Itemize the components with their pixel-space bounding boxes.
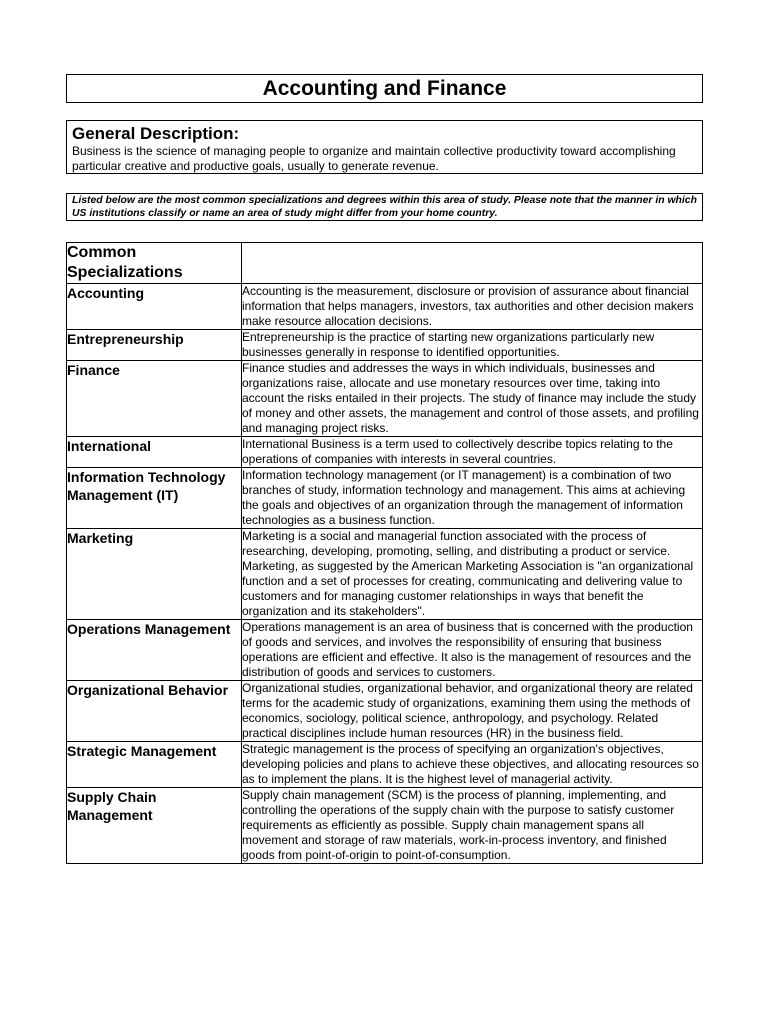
specializations-note: Listed below are the most common specializations and degrees within this area of study. Please note that the manner in which US institutions classify or name an area of study might differ from your home country. xyxy=(66,193,703,221)
table-header-blank xyxy=(242,243,703,284)
specialization-description: Information technology management (or IT management) is a combination of two branches of study, information technology and management. This aims at achieving the goals and objectives of an organization through the management of information technologies as a business function. xyxy=(242,468,703,529)
table-row xyxy=(67,788,703,864)
table-row xyxy=(67,742,703,788)
specialization-description: Strategic management is the process of specifying an organization's objectives, developing policies and plans to achieve these objectives, and allocating resources so as to implement the plans. It is the highest level of managerial activity. xyxy=(242,742,703,788)
specialization-name: Operations Management xyxy=(67,620,242,681)
specialization-name: Organizational Behavior xyxy=(67,681,242,742)
specialization-name: Supply Chain Management xyxy=(67,788,242,864)
table-row xyxy=(67,529,703,620)
table-row xyxy=(67,620,703,681)
general-description-text: Business is the science of managing people to organize and maintain collective productivity toward accomplishing particular creative and productive goals, usually to generate revenue. xyxy=(72,144,676,173)
table-row xyxy=(67,284,703,330)
specialization-description: Operations management is an area of business that is concerned with the production of goods and services, and involves the responsibility of ensuring that business operations are efficient and effective. It also is the management of resources and the distribution of goods and services to customers. xyxy=(242,620,703,681)
specialization-name: Accounting xyxy=(67,284,242,330)
table-row xyxy=(67,681,703,742)
specialization-name: Strategic Management xyxy=(67,742,242,788)
specialization-name: Finance xyxy=(67,361,242,437)
specialization-description: Entrepreneurship is the practice of starting new organizations particularly new businesses generally in response to identified opportunities. xyxy=(242,330,703,361)
specializations-table xyxy=(66,242,703,864)
table-body xyxy=(67,284,703,864)
specialization-description: Marketing is a social and managerial function associated with the process of researching, developing, promoting, selling, and distributing a product or service. Marketing, as suggested by the American Marketing Association is "an organizational function and a set of processes for creating, communicating and delivering value to customers and for managing customer relationships in ways that benefit the organization and its stakeholders". xyxy=(242,529,703,620)
table-row xyxy=(67,468,703,529)
specialization-description: Supply chain management (SCM) is the process of planning, implementing, and controlling the operations of the supply chain with the purpose to satisfy customer requirements as efficiently as possible. Supply chain management spans all movement and storage of raw materials, work-in-process inventory, and finished goods from point-of-origin to point-of-consumption. xyxy=(242,788,703,864)
specialization-description: Accounting is the measurement, disclosure or provision of assurance about financial information that helps managers, investors, tax authorities and other decision makers make resource allocation decisions. xyxy=(242,284,703,330)
general-description-heading: General Description: xyxy=(72,124,240,143)
table-header-row xyxy=(67,243,703,284)
specialization-description: Finance studies and addresses the ways in which individuals, businesses and organizations raise, allocate and use monetary resources over time, taking into account the risks entailed in their projects. The study of finance may include the study of money and other assets, the management and control of those assets, and profiling and managing project risks. xyxy=(242,361,703,437)
title-box xyxy=(66,74,703,103)
specialization-name: International xyxy=(67,437,242,468)
specialization-name: Marketing xyxy=(67,529,242,620)
specialization-name: Entrepreneurship xyxy=(67,330,242,361)
table-row xyxy=(67,330,703,361)
specialization-description: International Business is a term used to collectively describe topics relating to the operations of companies with interests in several countries. xyxy=(242,437,703,468)
table-header-label: Common Specializations xyxy=(67,243,242,284)
general-description-box xyxy=(66,120,703,174)
page-title: Accounting and Finance xyxy=(262,76,507,100)
specialization-description: Organizational studies, organizational behavior, and organizational theory are related terms for the academic study of organizations, examining them using the methods of economics, sociology, political science, anthropology, and psychology. Related practical disciplines include human resources (HR) in the business field. xyxy=(242,681,703,742)
table-row xyxy=(67,437,703,468)
table-row xyxy=(67,361,703,437)
specialization-name: Information Technology Management (IT) xyxy=(67,468,242,529)
